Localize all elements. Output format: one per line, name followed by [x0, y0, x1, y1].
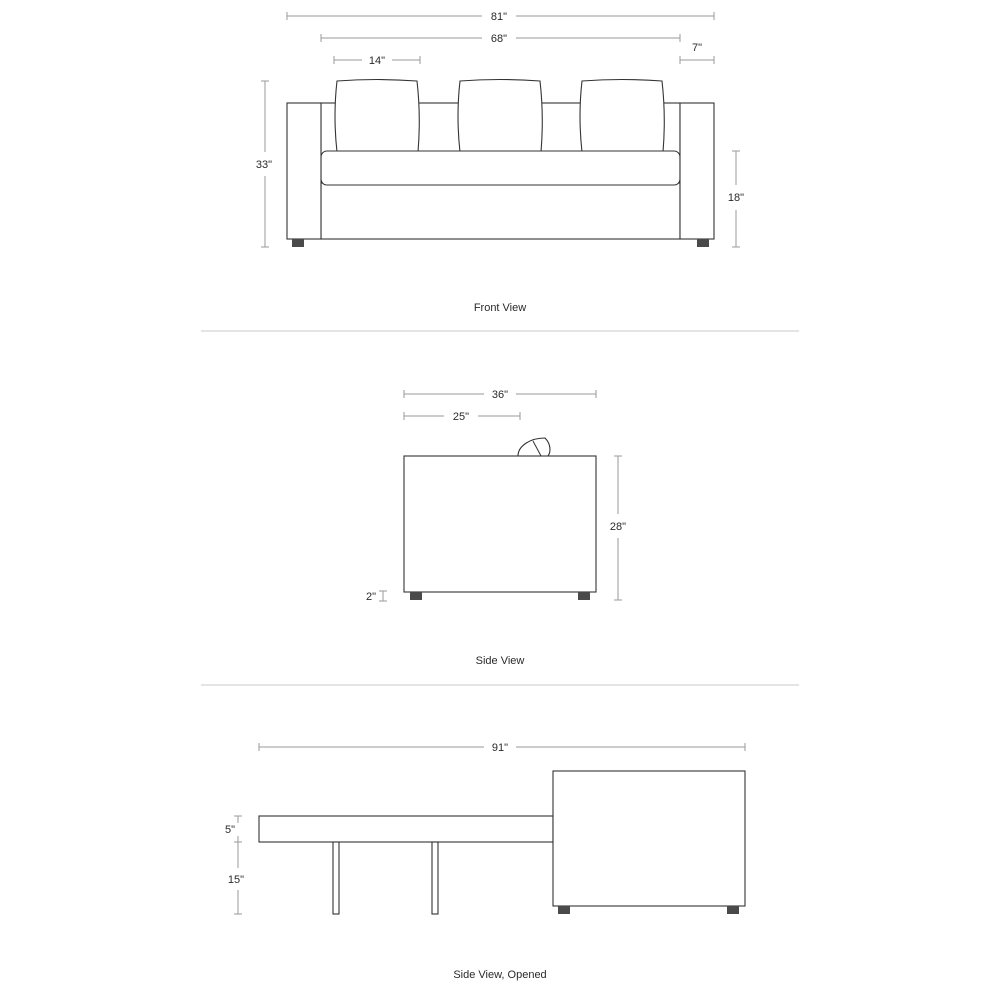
side-height-dimension	[610, 456, 626, 600]
bed-frame-leg-middle	[432, 842, 438, 914]
opened-leg-back	[727, 906, 739, 914]
pullout-mattress	[259, 816, 553, 842]
seat-cushion	[321, 151, 680, 185]
side-sofa-drawing	[404, 438, 596, 600]
front-pillow-width-label: 14"	[368, 55, 386, 67]
front-seat-height-dimension	[728, 151, 744, 247]
front-seat-width-dimension	[321, 33, 680, 45]
front-leg-right	[697, 239, 709, 247]
front-pillow-width-dimension	[334, 55, 420, 67]
side-height-label: 28"	[609, 521, 627, 533]
opened-leg-front	[558, 906, 570, 914]
right-arm	[680, 103, 714, 239]
throw-pillow-left	[335, 80, 419, 153]
side-body	[404, 456, 596, 592]
front-overall-width-dimension	[287, 11, 714, 23]
front-arm-width-label: 7"	[691, 42, 703, 54]
front-overall-height-dimension	[256, 81, 272, 247]
opened-overall-length-dimension	[259, 742, 745, 754]
side-seat-depth-dimension	[404, 411, 520, 423]
side-view	[366, 389, 626, 667]
throw-pillow-center	[458, 80, 542, 153]
front-view	[256, 11, 744, 314]
front-seat-height-label: 18"	[727, 192, 745, 204]
opened-view	[225, 742, 745, 981]
side-leg-front	[410, 592, 422, 600]
throw-pillow-right	[580, 80, 664, 153]
bed-frame-leg-front	[333, 842, 339, 914]
opened-view-caption: Side View, Opened	[453, 969, 547, 981]
sofa-base	[321, 183, 680, 239]
side-leg-height-label: 2"	[365, 591, 377, 603]
side-leg-height-dimension	[366, 591, 387, 603]
front-view-caption: Front View	[473, 302, 527, 314]
side-overall-depth-dimension	[404, 389, 596, 401]
side-overall-depth-label: 36"	[491, 389, 509, 401]
opened-overall-length-label: 91"	[491, 742, 509, 754]
opened-mattress-thickness-label: 5"	[224, 824, 236, 836]
front-overall-height-label: 33"	[255, 159, 273, 171]
side-seat-depth-label: 25"	[452, 411, 470, 423]
side-view-caption: Side View	[475, 655, 525, 667]
opened-mattress-thickness-dimension	[225, 816, 242, 842]
front-arm-width-dimension	[680, 42, 714, 64]
opened-sofa-body	[553, 771, 745, 906]
side-pillow	[518, 438, 550, 456]
front-seat-width-label: 68"	[490, 33, 508, 45]
opened-mattress-height-label: 15"	[227, 874, 245, 886]
front-overall-width-label: 81"	[490, 11, 508, 23]
opened-sofa-drawing	[259, 771, 745, 914]
front-sofa-drawing	[287, 80, 714, 248]
side-leg-back	[578, 592, 590, 600]
front-leg-left	[292, 239, 304, 247]
left-arm	[287, 103, 321, 239]
opened-mattress-height-dimension	[228, 842, 244, 914]
